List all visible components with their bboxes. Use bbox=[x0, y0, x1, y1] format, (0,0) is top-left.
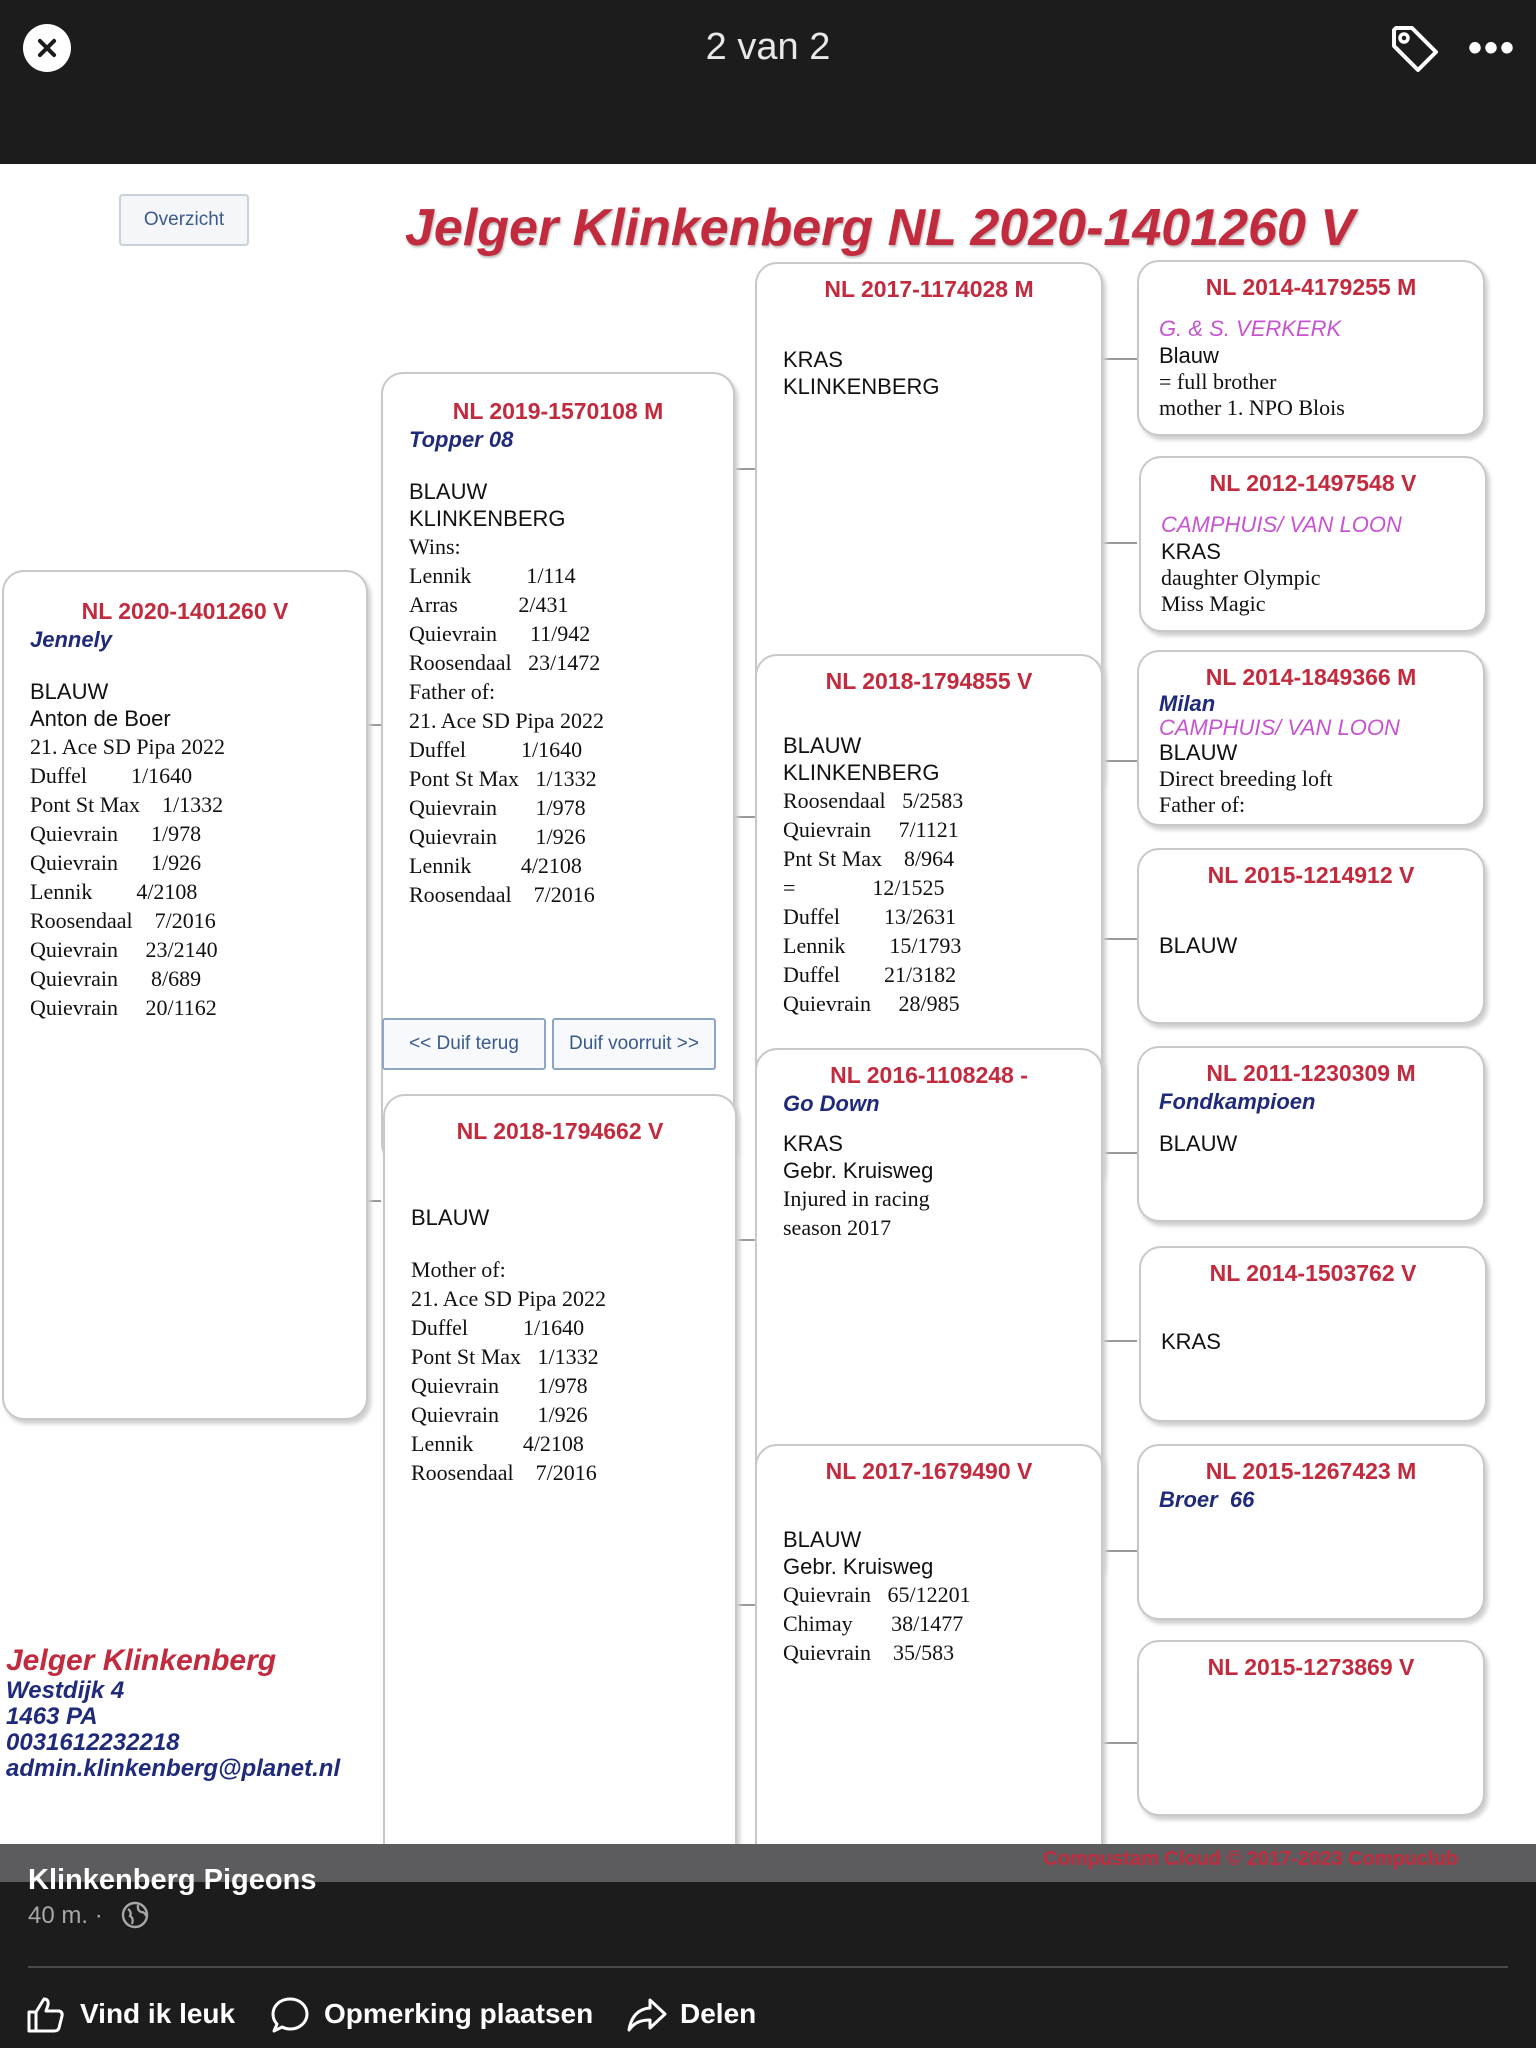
result-line: Duffel 21/3182 bbox=[783, 962, 957, 987]
post-footer bbox=[0, 1844, 1536, 2048]
color-text: Blauw bbox=[1159, 343, 1219, 368]
pigeon-name: Broer 66 bbox=[1159, 1487, 1255, 1512]
color-text: BLAUW bbox=[30, 679, 109, 704]
photo-counter: 2 van 2 bbox=[705, 26, 831, 68]
comment-label: Opmerking plaatsen bbox=[324, 1998, 594, 2029]
connector-line bbox=[1103, 760, 1137, 762]
result-line: Chimay 38/1477 bbox=[783, 1611, 964, 1636]
result-line: Quievrain 11/942 bbox=[409, 621, 591, 646]
connector-line bbox=[1103, 1340, 1137, 1342]
breeder-name: Jelger Klinkenberg bbox=[6, 1644, 277, 1677]
great-grandparent-card[interactable] bbox=[1137, 1046, 1485, 1222]
share-button[interactable] bbox=[626, 1986, 766, 2042]
owner-text: KLINKENBERG bbox=[783, 760, 940, 785]
great-grandparent-card[interactable] bbox=[1137, 1640, 1485, 1816]
next-pigeon-button[interactable]: Duif voorruit >> bbox=[552, 1018, 716, 1070]
more-options-icon[interactable]: ••• bbox=[1468, 26, 1517, 70]
owner-text: KLINKENBERG bbox=[409, 506, 566, 531]
result-line: Quievrain 35/583 bbox=[783, 1640, 955, 1665]
breeder-email[interactable]: admin.klinkenberg@planet.nl bbox=[6, 1755, 341, 1782]
result-line: Quievrain 1/978 bbox=[411, 1373, 588, 1398]
result-line: Roosendaal 7/2016 bbox=[411, 1460, 597, 1485]
pigeon-name: Fondkampioen bbox=[1159, 1089, 1316, 1114]
result-line: Pont St Max 1/1332 bbox=[30, 792, 224, 817]
breeder-phone: 0031612232218 bbox=[6, 1729, 180, 1756]
result-line: Roosendaal 5/2583 bbox=[783, 788, 964, 813]
result-line: Wins: bbox=[409, 534, 461, 559]
result-line: season 2017 bbox=[783, 1215, 892, 1240]
color-text: BLAUW bbox=[1159, 1131, 1238, 1156]
breeder-owner-text: G. & S. VERKERK bbox=[1159, 316, 1342, 341]
color-text: BLAUW bbox=[1159, 740, 1238, 765]
connector-line bbox=[1103, 1152, 1137, 1154]
ring-number: NL 2017-1174028 M bbox=[824, 276, 1034, 302]
result-line: Quievrain 7/1121 bbox=[783, 817, 959, 842]
great-grandparent-card[interactable] bbox=[1137, 260, 1485, 436]
breeder-contact bbox=[6, 1644, 340, 1782]
connector-line bbox=[735, 816, 755, 818]
share-label: Delen bbox=[680, 1998, 757, 2029]
result-line: Father of: bbox=[1159, 792, 1246, 817]
ring-number: NL 2015-1214912 V bbox=[1207, 862, 1415, 888]
ring-number: NL 2018-1794855 V bbox=[825, 668, 1033, 694]
result-line: Quievrain 28/985 bbox=[783, 991, 960, 1016]
result-line: 21. Ace SD Pipa 2022 bbox=[411, 1286, 606, 1311]
result-line: Quievrain 65/12201 bbox=[783, 1582, 971, 1607]
breeder-address: Westdijk 4 bbox=[6, 1677, 125, 1704]
breeder-owner-text: CAMPHUIS/ VAN LOON bbox=[1161, 512, 1402, 537]
result-line: Mother of: bbox=[411, 1257, 506, 1282]
result-line: Injured in racing bbox=[783, 1186, 930, 1211]
great-grandparent-card[interactable] bbox=[1137, 848, 1485, 1024]
color-text: KRAS bbox=[1161, 539, 1221, 564]
result-line: Pont St Max 1/1332 bbox=[409, 766, 597, 791]
pedigree-sheet bbox=[0, 164, 1536, 1844]
color-text: BLAUW bbox=[783, 1527, 862, 1552]
like-label: Vind ik leuk bbox=[80, 1998, 236, 2029]
ring-number: NL 2019-1570108 M bbox=[452, 398, 664, 424]
connector-line bbox=[735, 1604, 755, 1606]
connector-line bbox=[735, 1239, 755, 1241]
ring-number: NL 2014-4179255 M bbox=[1205, 274, 1417, 300]
connector-line bbox=[1103, 542, 1137, 544]
grandparent-card[interactable] bbox=[755, 1444, 1103, 1844]
ring-number: NL 2015-1267423 M bbox=[1205, 1458, 1417, 1484]
great-grandparent-card[interactable] bbox=[1139, 1246, 1487, 1422]
owner-text: KLINKENBERG bbox=[783, 374, 940, 399]
ring-number: NL 2017-1679490 V bbox=[825, 1458, 1033, 1484]
share-icon bbox=[626, 1996, 668, 2034]
result-line: Duffel 1/1640 bbox=[411, 1315, 585, 1340]
color-text: KRAS bbox=[783, 347, 843, 372]
result-line: Roosendaal 7/2016 bbox=[30, 908, 216, 933]
result-line: Arras 2/431 bbox=[409, 592, 569, 617]
result-line: Quievrain 1/926 bbox=[30, 850, 202, 875]
previous-pigeon-button[interactable]: << Duif terug bbox=[382, 1018, 546, 1070]
owner-text: Anton de Boer bbox=[30, 706, 171, 731]
comment-icon bbox=[270, 1996, 310, 2034]
great-grandparent-card[interactable] bbox=[1137, 1444, 1485, 1620]
subject-card[interactable] bbox=[2, 570, 368, 1420]
color-text: KRAS bbox=[1161, 1329, 1221, 1354]
pigeon-name: Go Down bbox=[783, 1091, 880, 1116]
result-line: Quievrain 1/926 bbox=[409, 824, 586, 849]
ring-number: NL 2018-1794662 V bbox=[456, 1118, 664, 1144]
owner-text: Gebr. Kruisweg bbox=[783, 1158, 934, 1183]
ring-number: NL 2015-1273869 V bbox=[1207, 1654, 1415, 1680]
ring-number: NL 2011-1230309 M bbox=[1206, 1060, 1416, 1086]
result-line: Pont St Max 1/1332 bbox=[411, 1344, 599, 1369]
page-name[interactable]: Klinkenberg Pigeons bbox=[28, 1864, 317, 1896]
result-line: Duffel 13/2631 bbox=[783, 904, 957, 929]
pigeon-name: Jennely bbox=[30, 627, 112, 652]
result-line: Quievrain 1/926 bbox=[411, 1402, 588, 1427]
color-text: BLAUW bbox=[1159, 933, 1238, 958]
ring-number: NL 2014-1849366 M bbox=[1205, 664, 1417, 690]
pigeon-name: Milan bbox=[1159, 691, 1216, 716]
breeder-postcode: 1463 PA bbox=[6, 1703, 98, 1730]
pigeon-name: Topper 08 bbox=[409, 427, 514, 452]
great-grandparent-card[interactable] bbox=[1139, 456, 1487, 632]
great-grandparent-card[interactable] bbox=[1137, 650, 1485, 826]
connector-line bbox=[367, 724, 381, 726]
pedigree-title: Jelger Klinkenberg NL 2020-1401260 V bbox=[405, 199, 1355, 257]
thumbs-up-icon bbox=[26, 1996, 66, 2034]
result-line: 21. Ace SD Pipa 2022 bbox=[30, 734, 225, 759]
result-line: = 12/1525 bbox=[783, 875, 945, 900]
comment-button[interactable] bbox=[270, 1986, 594, 2042]
result-line: 21. Ace SD Pipa 2022 bbox=[409, 708, 604, 733]
result-line: Pnt St Max 8/964 bbox=[783, 846, 955, 871]
result-line: Lennik 4/2108 bbox=[30, 879, 198, 904]
result-line: Roosendaal 23/1472 bbox=[409, 650, 601, 675]
result-line: Quievrain 1/978 bbox=[30, 821, 202, 846]
dam-card[interactable] bbox=[383, 1094, 737, 1844]
result-line: Duffel 1/1640 bbox=[409, 737, 583, 762]
post-time: 40 m. · bbox=[28, 1902, 103, 1929]
color-text: BLAUW bbox=[783, 733, 862, 758]
result-line: Lennik 4/2108 bbox=[411, 1431, 584, 1456]
result-line: Quievrain 20/1162 bbox=[30, 995, 217, 1020]
color-text: BLAUW bbox=[409, 479, 488, 504]
owner-text: Gebr. Kruisweg bbox=[783, 1554, 934, 1579]
result-line: Quievrain 23/2140 bbox=[30, 937, 218, 962]
color-text: BLAUW bbox=[411, 1205, 490, 1230]
connector-line bbox=[367, 1200, 381, 1202]
result-line: Roosendaal 7/2016 bbox=[409, 882, 595, 907]
result-line: mother 1. NPO Blois bbox=[1159, 395, 1345, 420]
tag-icon[interactable] bbox=[1388, 22, 1442, 76]
result-line: Father of: bbox=[409, 679, 496, 704]
ring-number: NL 2012-1497548 V bbox=[1209, 470, 1417, 496]
color-text: KRAS bbox=[783, 1131, 843, 1156]
result-line: Lennik 1/114 bbox=[409, 563, 576, 588]
result-line: Lennik 4/2108 bbox=[409, 853, 582, 878]
result-line: Duffel 1/1640 bbox=[30, 763, 193, 788]
divider bbox=[28, 1966, 1508, 1968]
ring-number: NL 2014-1503762 V bbox=[1209, 1260, 1417, 1286]
globe-icon bbox=[120, 1900, 150, 1930]
overview-button[interactable]: Overzicht bbox=[119, 194, 249, 246]
result-line: Quievrain 1/978 bbox=[409, 795, 586, 820]
connector-line bbox=[1103, 358, 1137, 360]
connector-line bbox=[1103, 938, 1137, 940]
connector-line bbox=[1103, 1742, 1137, 1744]
result-line: daughter Olympic bbox=[1161, 565, 1321, 590]
result-line: Miss Magic bbox=[1161, 591, 1266, 616]
connector-line bbox=[1103, 1550, 1137, 1552]
result-line: Direct breeding loft bbox=[1159, 766, 1333, 791]
result-line: = full brother bbox=[1159, 369, 1277, 394]
result-line: Quievrain 8/689 bbox=[30, 966, 202, 991]
ring-number: NL 2020-1401260 V bbox=[81, 598, 289, 624]
viewer-top-bar bbox=[0, 0, 1536, 164]
like-button[interactable] bbox=[26, 1986, 236, 2042]
ring-number: NL 2016-1108248 - bbox=[830, 1062, 1028, 1088]
connector-line bbox=[735, 468, 755, 470]
copyright-text: Compustam Cloud © 2017-2023 Compuclub bbox=[1043, 1848, 1458, 1870]
result-line: Lennik 15/1793 bbox=[783, 933, 962, 958]
breeder-owner-text: CAMPHUIS/ VAN LOON bbox=[1159, 715, 1400, 740]
